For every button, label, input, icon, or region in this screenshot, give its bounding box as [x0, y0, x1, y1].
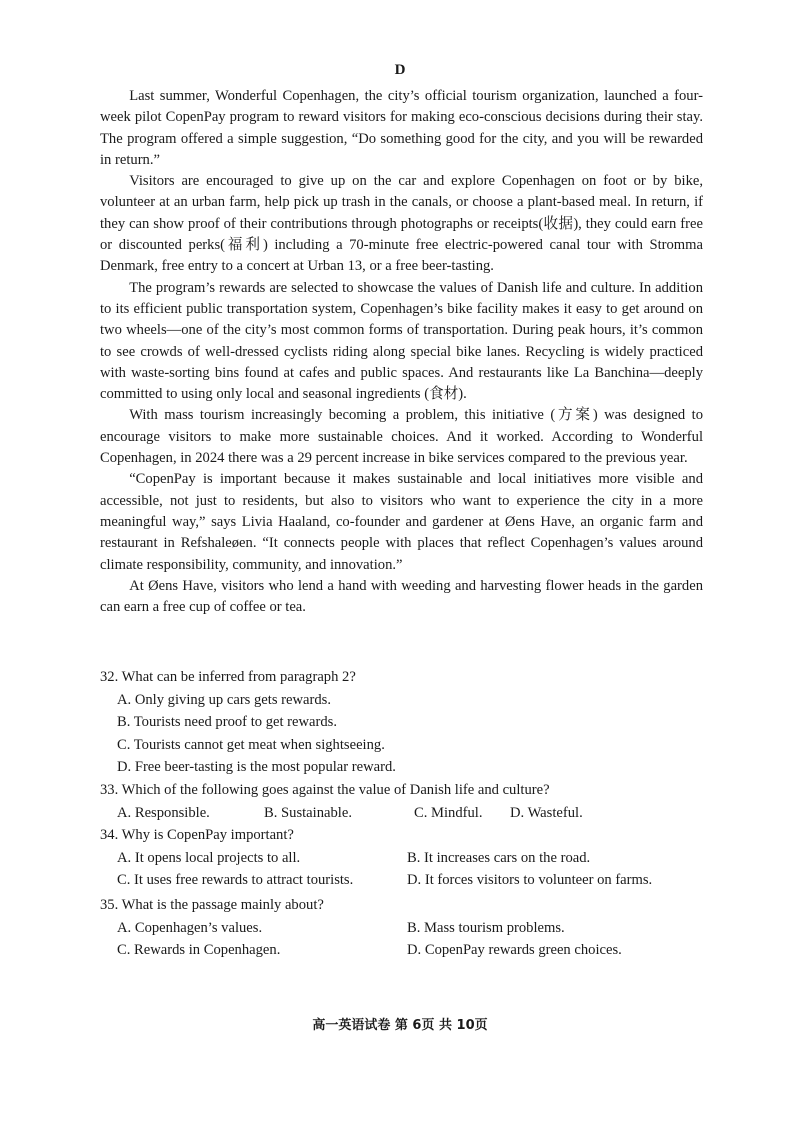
- question-33: [100, 779, 703, 824]
- answer-options: [117, 689, 703, 779]
- page-footer: 高一英语试卷 第 6页 共 10页: [312, 1018, 488, 1033]
- option-d: D. CopenPay rewards green choices.: [407, 942, 622, 959]
- option-b: B. Sustainable.: [264, 804, 352, 821]
- option-a: A. It opens local projects to all.: [117, 849, 301, 866]
- answer-options: [117, 917, 703, 962]
- question-stem: 32. What can be inferred from paragraph 2?: [100, 669, 356, 685]
- reading-passage: [100, 86, 703, 618]
- option-a: A. Only giving up cars gets rewards.: [117, 691, 331, 708]
- passage-paragraph-2: Visitors are encouraged to give up on the car and explore Copenhagen on foot or by bike, volunteer at an urban farm, help pick up trash in the canals, or choose a plant-based meal. In return, if they can show proof of their contributions through photographs or receipts(收据), they could earn free or discounted perks(福利) including a 70-minute free electric-powered canal tour with Stromma Denmark, free entry to a concert at Urban 13, or a free beer-tasting.: [100, 173, 703, 275]
- question-stem: 34. Why is CopenPay important?: [100, 827, 294, 844]
- option-c: C. Mindful.: [414, 804, 483, 821]
- option-c: C. Tourists cannot get meat when sightseeing.: [117, 736, 385, 753]
- option-c: C. Rewards in Copenhagen.: [117, 942, 281, 959]
- passage-paragraph-6: At Øens Have, visitors who lend a hand with weeding and harvesting flower heads in the garden can earn a free cup of coffee or tea.: [100, 577, 703, 616]
- question-35: [100, 894, 703, 962]
- question-32: [100, 666, 703, 779]
- passage-paragraph-5: “CopenPay is important because it makes sustainable and local initiatives more visible and accessible, not just to residents, but also to visitors who want to experience the city in a more meaningful way,” says Livia Haaland, co-founder and gardener at Øens Have, an organic farm and restaurant in Refshaleøen. “It connects people with places that reflect Copenhagen’s values around climate responsibility, community, and innovation.”: [100, 471, 703, 573]
- option-d: D. Free beer-tasting is the most popular reward.: [117, 759, 396, 776]
- question-34: [100, 824, 703, 892]
- question-stem: 35. What is the passage mainly about?: [100, 896, 324, 913]
- question-stem: 33. Which of the following goes against the value of Danish life and culture?: [100, 781, 550, 798]
- option-a: A. Responsible.: [117, 804, 210, 821]
- option-c: C. It uses free rewards to attract tourists.: [117, 872, 354, 889]
- answer-options: [117, 802, 703, 825]
- section-label: D: [394, 62, 406, 78]
- passage-paragraph-1: Last summer, Wonderful Copenhagen, the city’s official tourism organization, launched a four-week pilot CopenPay program to reward visitors for making eco-conscious decisions during their stay. The program offered a simple suggestion, “Do something good for the city, and you will be rewarded in return.”: [100, 88, 703, 168]
- option-a: A. Copenhagen’s values.: [117, 919, 263, 936]
- option-d: D. It forces visitors to volunteer on farms.: [407, 872, 653, 889]
- passage-paragraph-3: The program’s rewards are selected to showcase the values of Danish life and culture. In addition to its efficient public transportation system, Copenhagen’s bike facility makes it easy to get around on two wheels—one of the city’s most common forms of transportation. During peak hours, it’s common to see crowds of well-dressed cyclists riding along special bike lanes. Recycling is widely practiced with waste-sorting bins found at cafes and public spaces. And restaurants like La Banchina—deeply committed to using only local and seasonal ingredients (食材).: [100, 279, 703, 403]
- option-b: B. Tourists need proof to get rewards.: [117, 714, 338, 731]
- answer-options: [117, 847, 703, 892]
- option-b: B. It increases cars on the road.: [407, 849, 591, 866]
- question-list: [100, 666, 703, 964]
- option-d: D. Wasteful.: [510, 804, 583, 821]
- option-b: B. Mass tourism problems.: [407, 919, 565, 936]
- passage-paragraph-4: With mass tourism increasingly becoming a problem, this initiative (方案) was designed to encourage visitors to make more sustainable choices. And it worked. According to Wonderful Copenhagen, in 2024 there was a 29 percent increase in bike services compared to the previous year.: [100, 407, 703, 467]
